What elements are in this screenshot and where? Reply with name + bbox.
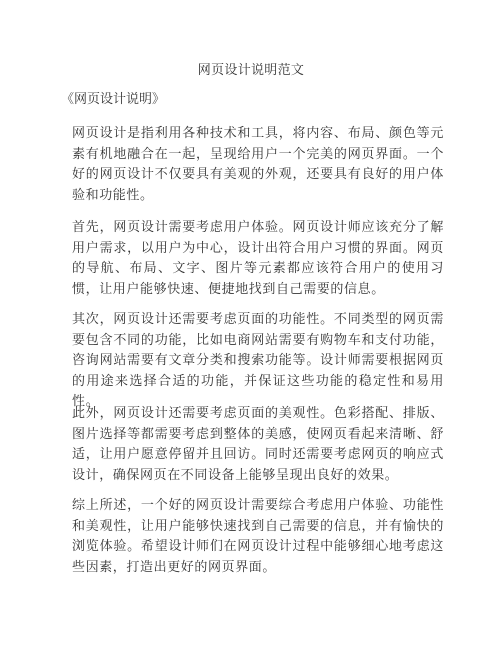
paragraph-user-experience: 首先，网页设计需要考虑用户体验。网页设计师应该充分了解用户需求，以用户为中心，设计出符合用户习惯的界面。网页的导航、布局、文字、图片等元素都应该符合用户的使用习惯，让用户能够快速、便捷地找到自己需要的信息。: [72, 220, 444, 297]
paragraph-functionality: 其次，网页设计还需要考虑页面的功能性。不同类型的网页需要包含不同的功能，比如电商网站需要有购物车和支付功能，咨询网站需要有文章分类和搜索功能等。设计师需要根据网页的用途来选择合适的功能，并保证这些功能的稳定性和易用性。: [72, 312, 444, 409]
document-subtitle: 《网页设计说明》: [61, 92, 166, 107]
document-title: 网页设计说明范文: [197, 63, 305, 78]
paragraph-aesthetics: 此外，网页设计还需要考虑页面的美观性。色彩搭配、排版、图片选择等都需要考虑到整体的美感，使网页看起来清晰、舒适，让用户愿意停留并且回访。同时还需要考虑网页的响应式设计，确保网页在不同设备上能够呈现出良好的效果。: [72, 406, 444, 483]
paragraph-conclusion: 综上所述，一个好的网页设计需要综合考虑用户体验、功能性和美观性，让用户能够快速找到自己需要的信息，并有愉快的浏览体验。希望设计师们在网页设计过程中能够细心地考虑这些因素，打造出更好的网页界面。: [72, 498, 444, 575]
paragraph-intro: 网页设计是指利用各种技术和工具，将内容、布局、颜色等元素有机地融合在一起，呈现给用户一个完美的网页界面。一个好的网页设计不仅要具有美观的外观，还要具有良好的用户体验和功能性。: [72, 126, 444, 203]
